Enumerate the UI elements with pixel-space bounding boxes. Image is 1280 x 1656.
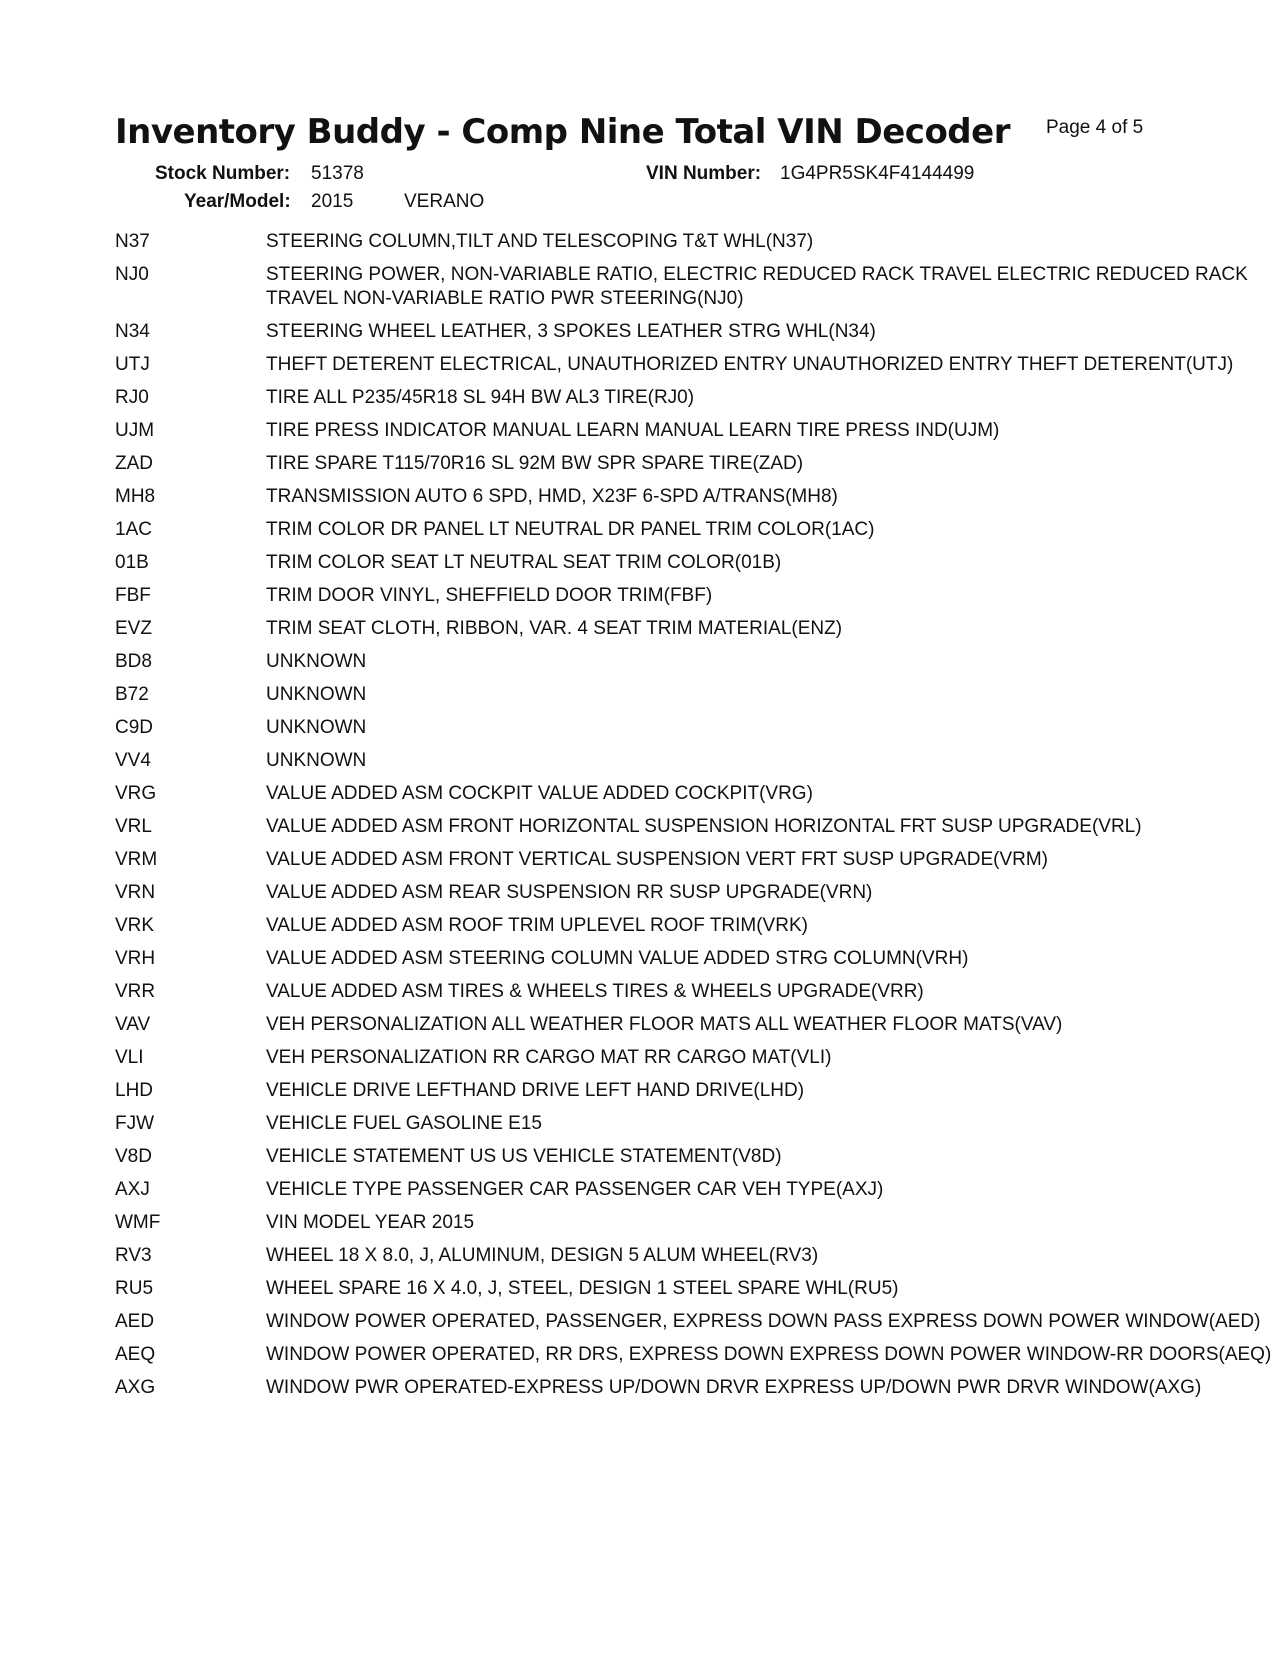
option-code: VRG: [115, 783, 157, 804]
option-code: VRR: [115, 981, 156, 1002]
option-code: N37: [115, 231, 150, 252]
option-description: STEERING COLUMN,TILT AND TELESCOPING T&T WHL(N37): [266, 231, 814, 252]
option-row: [115, 1046, 1175, 1079]
option-row: [115, 1211, 1175, 1244]
option-description: TRIM COLOR SEAT LT NEUTRAL SEAT TRIM COLOR(01B): [266, 552, 782, 573]
option-row: [115, 914, 1175, 947]
option-description: WINDOW PWR OPERATED-EXPRESS UP/DOWN DRVR EXPRESS UP/DOWN PWR DRVR WINDOW(AXG): [266, 1377, 1202, 1398]
option-row: [115, 617, 1175, 650]
option-row: [115, 584, 1175, 617]
option-description: VEHICLE FUEL GASOLINE E15: [266, 1113, 542, 1134]
option-row: [115, 419, 1175, 452]
option-description: TRIM DOOR VINYL, SHEFFIELD DOOR TRIM(FBF): [266, 585, 713, 606]
option-row: [115, 1013, 1175, 1046]
option-code: 1AC: [115, 519, 152, 540]
option-code: UJM: [115, 420, 155, 441]
option-row: [115, 749, 1175, 782]
option-description: VALUE ADDED ASM REAR SUSPENSION RR SUSP UPGRADE(VRN): [266, 882, 873, 903]
option-code: N34: [115, 321, 150, 342]
option-description: TIRE PRESS INDICATOR MANUAL LEARN MANUAL LEARN TIRE PRESS IND(UJM): [266, 420, 1000, 441]
option-row: [115, 1178, 1175, 1211]
option-description: STEERING WHEEL LEATHER, 3 SPOKES LEATHER STRG WHL(N34): [266, 321, 876, 342]
option-code: B72: [115, 684, 149, 705]
option-row: [115, 320, 1175, 353]
option-description: VALUE ADDED ASM COCKPIT VALUE ADDED COCKPIT(VRG): [266, 783, 813, 804]
vin-number-label: VIN Number:: [646, 163, 762, 184]
option-code-list: [115, 230, 1272, 1409]
option-description: VEH PERSONALIZATION RR CARGO MAT RR CARGO MAT(VLI): [266, 1047, 832, 1068]
option-row: [115, 650, 1175, 683]
option-row: [115, 848, 1175, 881]
option-description: WINDOW POWER OPERATED, RR DRS, EXPRESS DOWN EXPRESS DOWN POWER WINDOW-RR DOORS(AEQ): [266, 1344, 1272, 1365]
option-code: WMF: [115, 1212, 161, 1233]
option-code: AED: [115, 1311, 155, 1332]
option-code: VAV: [115, 1014, 151, 1035]
option-description: TRIM COLOR DR PANEL LT NEUTRAL DR PANEL TRIM COLOR(1AC): [266, 519, 875, 540]
option-description: UNKNOWN: [266, 750, 367, 771]
option-row: [115, 947, 1175, 980]
option-code: VV4: [115, 750, 151, 771]
option-row: [115, 518, 1175, 551]
option-code: VRN: [115, 882, 156, 903]
model-value: VERANO: [404, 191, 485, 212]
option-code: UTJ: [115, 354, 150, 375]
option-code: VRL: [115, 816, 152, 837]
stock-number-value: 51378: [311, 163, 364, 184]
option-code: LHD: [115, 1080, 154, 1101]
option-row: [115, 782, 1175, 815]
option-description: THEFT DETERENT ELECTRICAL, UNAUTHORIZED ENTRY UNAUTHORIZED ENTRY THEFT DETERENT(UTJ): [266, 354, 1234, 375]
option-row: [115, 1376, 1202, 1409]
option-code: AEQ: [115, 1344, 156, 1365]
option-row: [115, 683, 1175, 716]
option-code: MH8: [115, 486, 156, 507]
option-code: AXG: [115, 1377, 156, 1398]
option-code: RV3: [115, 1245, 152, 1266]
option-code: RU5: [115, 1278, 154, 1299]
option-row: [115, 1343, 1272, 1376]
option-code: FBF: [115, 585, 151, 606]
year-model-label: Year/Model:: [184, 191, 291, 212]
option-code: VLI: [115, 1047, 144, 1068]
stock-number-label: Stock Number:: [155, 163, 291, 184]
option-code: ZAD: [115, 453, 153, 474]
option-row: [115, 980, 1175, 1013]
option-description: VEHICLE STATEMENT US US VEHICLE STATEMENT(V8D): [266, 1146, 782, 1167]
option-description: VALUE ADDED ASM FRONT HORIZONTAL SUSPENSION HORIZONTAL FRT SUSP UPGRADE(VRL): [266, 816, 1142, 837]
option-description: UNKNOWN: [266, 651, 367, 672]
option-row: [115, 1310, 1261, 1343]
year-value: 2015: [311, 191, 354, 212]
option-code: EVZ: [115, 618, 152, 639]
option-row: [115, 1112, 1175, 1145]
option-description: TIRE ALL P235/45R18 SL 94H BW AL3 TIRE(RJ0): [266, 387, 695, 408]
option-description: VEHICLE DRIVE LEFTHAND DRIVE LEFT HAND DRIVE(LHD): [266, 1080, 805, 1101]
vin-number-value: 1G4PR5SK4F4144499: [780, 163, 975, 184]
option-description: VALUE ADDED ASM STEERING COLUMN VALUE ADDED STRG COLUMN(VRH): [266, 948, 969, 969]
option-description: VALUE ADDED ASM TIRES & WHEELS TIRES & WHEELS UPGRADE(VRR): [266, 981, 924, 1002]
option-description: TIRE SPARE T115/70R16 SL 92M BW SPR SPARE TIRE(ZAD): [266, 453, 804, 474]
option-description: VIN MODEL YEAR 2015: [266, 1212, 475, 1233]
option-code: VRH: [115, 948, 156, 969]
option-row: [115, 551, 1175, 584]
option-description: UNKNOWN: [266, 717, 367, 738]
option-row: [115, 881, 1175, 914]
option-row: [115, 815, 1175, 848]
option-description: TRANSMISSION AUTO 6 SPD, HMD, X23F 6-SPD A/TRANS(MH8): [266, 486, 838, 507]
option-code: VRM: [115, 849, 158, 870]
option-description: VEH PERSONALIZATION ALL WEATHER FLOOR MATS ALL WEATHER FLOOR MATS(VAV): [266, 1014, 1063, 1035]
option-row: [115, 353, 1234, 386]
option-row: [115, 485, 1175, 518]
option-code: VRK: [115, 915, 155, 936]
document-title: Inventory Buddy - Comp Nine Total VIN Decoder: [115, 112, 1010, 152]
option-row: [115, 452, 1175, 485]
option-code: 01B: [115, 552, 149, 573]
option-code: V8D: [115, 1146, 152, 1167]
option-code: RJ0: [115, 387, 149, 408]
option-description: VALUE ADDED ASM ROOF TRIM UPLEVEL ROOF TRIM(VRK): [266, 915, 808, 936]
option-code: FJW: [115, 1113, 155, 1134]
option-description: VEHICLE TYPE PASSENGER CAR PASSENGER CAR VEH TYPE(AXJ): [266, 1179, 884, 1200]
option-description: STEERING POWER, NON-VARIABLE RATIO, ELECTRIC REDUCED RACK TRAVEL ELECTRIC REDUCED RACK TRAVEL NON-VARIABLE RATIO PWR STEERING(NJ0): [266, 264, 1248, 309]
option-description: WHEEL SPARE 16 X 4.0, J, STEEL, DESIGN 1 STEEL SPARE WHL(RU5): [266, 1278, 899, 1299]
option-description: TRIM SEAT CLOTH, RIBBON, VAR. 4 SEAT TRIM MATERIAL(ENZ): [266, 618, 843, 639]
option-row: [115, 1079, 1175, 1112]
option-code: AXJ: [115, 1179, 150, 1200]
option-description: WHEEL 18 X 8.0, J, ALUMINUM, DESIGN 5 ALUM WHEEL(RV3): [266, 1245, 819, 1266]
option-row: [115, 716, 1175, 749]
option-description: VALUE ADDED ASM FRONT VERTICAL SUSPENSION VERT FRT SUSP UPGRADE(VRM): [266, 849, 1048, 870]
option-row: [115, 1277, 1175, 1310]
option-row: [115, 263, 1248, 320]
option-row: [115, 230, 1175, 263]
option-code: BD8: [115, 651, 152, 672]
option-code: C9D: [115, 717, 154, 738]
option-row: [115, 386, 1175, 419]
option-description: UNKNOWN: [266, 684, 367, 705]
option-row: [115, 1244, 1175, 1277]
option-row: [115, 1145, 1175, 1178]
option-description: WINDOW POWER OPERATED, PASSENGER, EXPRESS DOWN PASS EXPRESS DOWN POWER WINDOW(AED): [266, 1311, 1261, 1332]
option-code: NJ0: [115, 264, 149, 285]
page-number: Page 4 of 5: [1046, 117, 1144, 138]
